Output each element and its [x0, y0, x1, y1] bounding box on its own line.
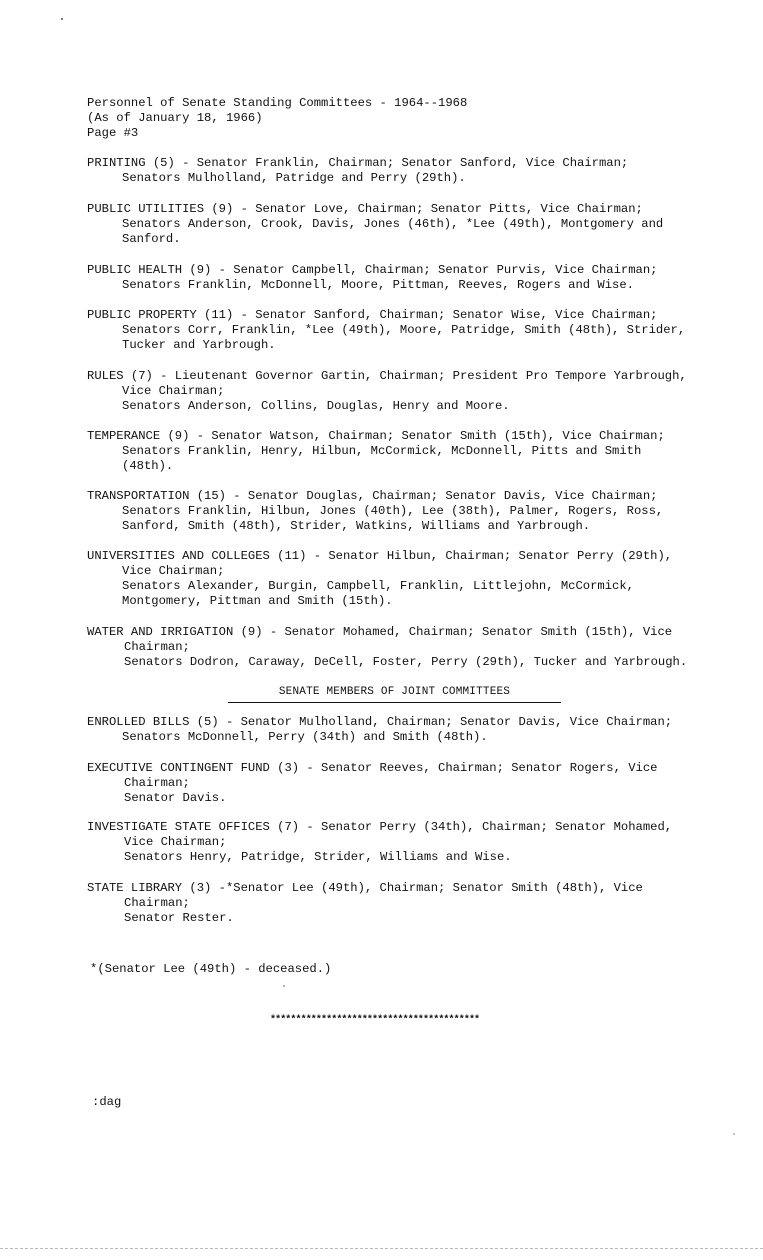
committee-line: Senators Franklin, McDonnell, Moore, Pittman, Reeves, Rogers and Wise.: [122, 278, 634, 292]
document-title: Personnel of Senate Standing Committees - 1964--1968: [87, 96, 468, 110]
committee-line: (48th).: [122, 459, 174, 473]
committee-line: WATER AND IRRIGATION (9) - Senator Mohamed, Chairman; Senator Smith (15th), Vice: [87, 625, 673, 639]
committee-line: RULES (7) - Lieutenant Governor Gartin, Chairman; President Pro Tempore Yarbrough,: [87, 369, 687, 383]
committee-line: Montgomery, Pittman and Smith (15th).: [122, 594, 393, 608]
committee-line: PRINTING (5) - Senator Franklin, Chairman; Senator Sanford, Vice Chairman;: [87, 156, 629, 170]
footnote: *(Senator Lee (49th) - deceased.): [90, 962, 332, 976]
page-number: Page #3: [87, 126, 139, 140]
committee-line: Tucker and Yarbrough.: [122, 338, 276, 352]
committee-line: Senator Davis.: [124, 791, 227, 805]
committee-line: Senators Corr, Franklin, *Lee (49th), Moore, Patridge, Smith (48th), Strider,: [122, 323, 686, 337]
committee-line: Senator Rester.: [124, 911, 234, 925]
committee-line: Chairman;: [124, 776, 190, 790]
committee-public-health: [87, 263, 717, 293]
committee-line: Vice Chairman;: [124, 835, 227, 849]
committee-line: Senators Franklin, Henry, Hilbun, McCormick, McDonnell, Pitts and Smith: [122, 444, 642, 458]
document-header: [87, 96, 467, 141]
committee-temperance: [87, 429, 717, 474]
scan-speck: [61, 18, 63, 20]
committee-line: Chairman;: [124, 896, 190, 910]
committee-line: EXECUTIVE CONTINGENT FUND (3) - Senator Reeves, Chairman; Senator Rogers, Vice: [87, 761, 658, 775]
committee-line: Sanford.: [122, 232, 181, 246]
committee-executive-contingent-fund: [87, 761, 717, 806]
committee-printing: [87, 156, 717, 186]
committee-line: Vice Chairman;: [122, 564, 225, 578]
committee-investigate-state-offices: [87, 820, 717, 865]
committee-line: PUBLIC PROPERTY (11) - Senator Sanford, Chairman; Senator Wise, Vice Chairman;: [87, 308, 658, 322]
committee-line: INVESTIGATE STATE OFFICES (7) - Senator Perry (34th), Chairman; Senator Mohamed,: [87, 820, 673, 834]
committee-public-property: [87, 308, 717, 353]
committee-public-utilities: [87, 202, 717, 247]
committee-line: Senators Franklin, Hilbun, Jones (40th), Lee (38th), Palmer, Rogers, Ross,: [122, 504, 664, 518]
committee-line: Senators Anderson, Crook, Davis, Jones (46th), *Lee (49th), Montgomery and: [122, 217, 664, 231]
committee-line: TEMPERANCE (9) - Senator Watson, Chairman; Senator Smith (15th), Vice Chairman;: [87, 429, 665, 443]
committee-line: Senators Anderson, Collins, Douglas, Henry and Moore.: [122, 399, 510, 413]
committee-transportation: [87, 489, 717, 534]
asterisk-divider: *****************************************: [270, 1015, 480, 1026]
committee-line: ENROLLED BILLS (5) - Senator Mulholland, Chairman; Senator Davis, Vice Chairman;: [87, 715, 673, 729]
scan-speck: [283, 985, 285, 987]
committee-line: Senators Henry, Patridge, Strider, Williams and Wise.: [124, 850, 512, 864]
committee-line: Sanford, Smith (48th), Strider, Watkins, Williams and Yarbrough.: [122, 519, 591, 533]
committee-water-and-irrigation: [87, 625, 717, 670]
committee-line: Senators McDonnell, Perry (34th) and Smith (48th).: [122, 730, 488, 744]
document-date: (As of January 18, 1966): [87, 111, 263, 125]
typist-initials: :dag: [92, 1095, 122, 1109]
committee-line: Chairman;: [124, 640, 190, 654]
committee-line: STATE LIBRARY (3) -*Senator Lee (49th), Chairman; Senator Smith (48th), Vice: [87, 881, 643, 895]
committee-state-library: [87, 881, 717, 926]
committee-line: TRANSPORTATION (15) - Senator Douglas, Chairman; Senator Davis, Vice Chairman;: [87, 489, 658, 503]
committee-line: Senators Alexander, Burgin, Campbell, Franklin, Littlejohn, McCormick,: [122, 579, 634, 593]
committee-line: Senators Dodron, Caraway, DeCell, Foster, Perry (29th), Tucker and Yarbrough.: [124, 655, 688, 669]
scan-edge-line: [0, 1248, 763, 1249]
committee-enrolled-bills: [87, 715, 717, 745]
committee-line: UNIVERSITIES AND COLLEGES (11) - Senator Hilbun, Chairman; Senator Perry (29th),: [87, 549, 673, 563]
committee-line: PUBLIC HEALTH (9) - Senator Campbell, Chairman; Senator Purvis, Vice Chairman;: [87, 263, 658, 277]
scan-speck: [733, 1133, 735, 1135]
committee-line: Vice Chairman;: [122, 384, 225, 398]
committee-universities-and-colleges: [87, 549, 717, 609]
committee-rules: [87, 369, 717, 414]
section-heading-joint-committees: SENATE MEMBERS OF JOINT COMMITTEES: [228, 685, 561, 703]
committee-line: PUBLIC UTILITIES (9) - Senator Love, Chairman; Senator Pitts, Vice Chairman;: [87, 202, 643, 216]
committee-line: Senators Mulholland, Patridge and Perry (29th).: [122, 171, 466, 185]
